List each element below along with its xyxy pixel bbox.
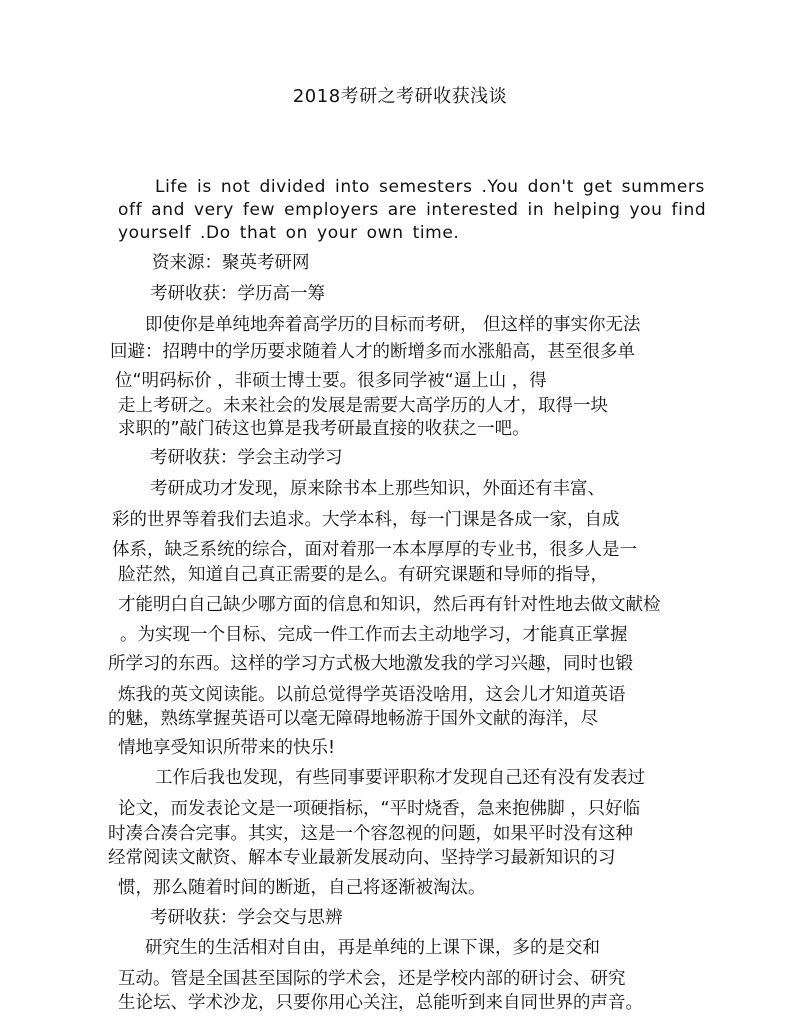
paragraph-line: 走上考研之。未来社会的发展是需要大高学历的人才，取得一块 (118, 396, 608, 416)
section-heading: 考研收获：学会主动学习 (150, 448, 343, 468)
section-heading: 考研收获：学历高一筹 (150, 284, 325, 304)
paragraph-line: 时凑合凑合完事。其实，这是一个容忽视的问题，如果平时没有这种 (108, 824, 633, 844)
section-heading: 考研收获：学会交与思辨 (150, 908, 343, 928)
paragraph-line: 惯，那么随着时间的断逝，自己将逐渐被淘汰。 (118, 878, 486, 898)
paragraph-line: 才能明白自己缺少哪方面的信息和知识，然后再有针对性地去做文献检 (118, 595, 661, 615)
paragraph-line: yourself .Do that on your own time. (118, 223, 460, 243)
document-title: 2018考研之考研收获浅谈 (292, 86, 508, 107)
paragraph-line: 情地享受知识所带来的快乐! (118, 738, 336, 758)
paragraph-line: 求职的”敲门砖这也算是我考研最直接的收获之一吧。 (118, 419, 530, 439)
paragraph-line: 炼我的英文阅读能。以前总觉得学英语没啥用，这会儿才知道英语 (118, 685, 626, 705)
paragraph-line: 所学习的东西。这样的学习方式极大地激发我的学习兴趣，同时也锻 (108, 654, 633, 674)
paragraph-line: 即使你是单纯地奔着高学历的目标而考研， 但这样的事实你无法 (145, 315, 641, 335)
paragraph-line: 互动。管是全国甚至国际的学术会，还是学校内部的研讨会、研究 (118, 969, 626, 989)
paragraph-line: Life is not divided into semesters .You don't get summers (155, 177, 705, 197)
paragraph-line: 研究生的生活相对自由，再是单纯的上课下课，多的是交和 (145, 938, 600, 958)
paragraph-line: off and very few employers are interested in helping you find (118, 200, 707, 220)
paragraph-line: 生论坛、学术沙龙，只要你用心关注，总能听到来自同世界的声音。 (118, 993, 643, 1013)
paragraph-line: 体系，缺乏系统的综合，面对着那一本本厚厚的专业书，很多人是一 (112, 540, 637, 560)
paragraph-line: 脸茫然，知道自己真正需要的是么。有研究课题和导师的指导， (118, 565, 608, 585)
paragraph-line: 的魅，熟练掌握英语可以毫无障碍地畅游于国外文献的海洋，尽 (108, 709, 598, 729)
paragraph-line: 彩的世界等着我们去追求。大学本科，每一门课是各成一家，自成 (112, 510, 620, 530)
paragraph-line: 。为实现一个目标、完成一件工作而去主动地学习，才能真正掌握 (120, 625, 628, 645)
paragraph-line: 考研成功才发现，原来除书本上那些知识，外面还有丰富、 (150, 479, 605, 499)
paragraph-line: 论文，而发表论文是一项硬指标，“平时烧香，急来抱佛脚 ，只好临 (118, 799, 641, 819)
paragraph-line: 经常阅读文献资、解本专业最新发展动向、坚持学习最新知识的习 (108, 848, 616, 868)
source-line: 资来源：聚英考研网 (152, 253, 310, 273)
paragraph-line: 回避：招聘中的学历要求随着人才的断增多而水涨船高，甚至很多单 (110, 342, 635, 362)
paragraph-line: 位“明码标价 ，非硕士博士要。很多同学被“逼上山 ，得 (115, 371, 547, 391)
paragraph-line: 工作后我也发现，有些同事要评职称才发现自己还有没有发表过 (155, 768, 645, 788)
